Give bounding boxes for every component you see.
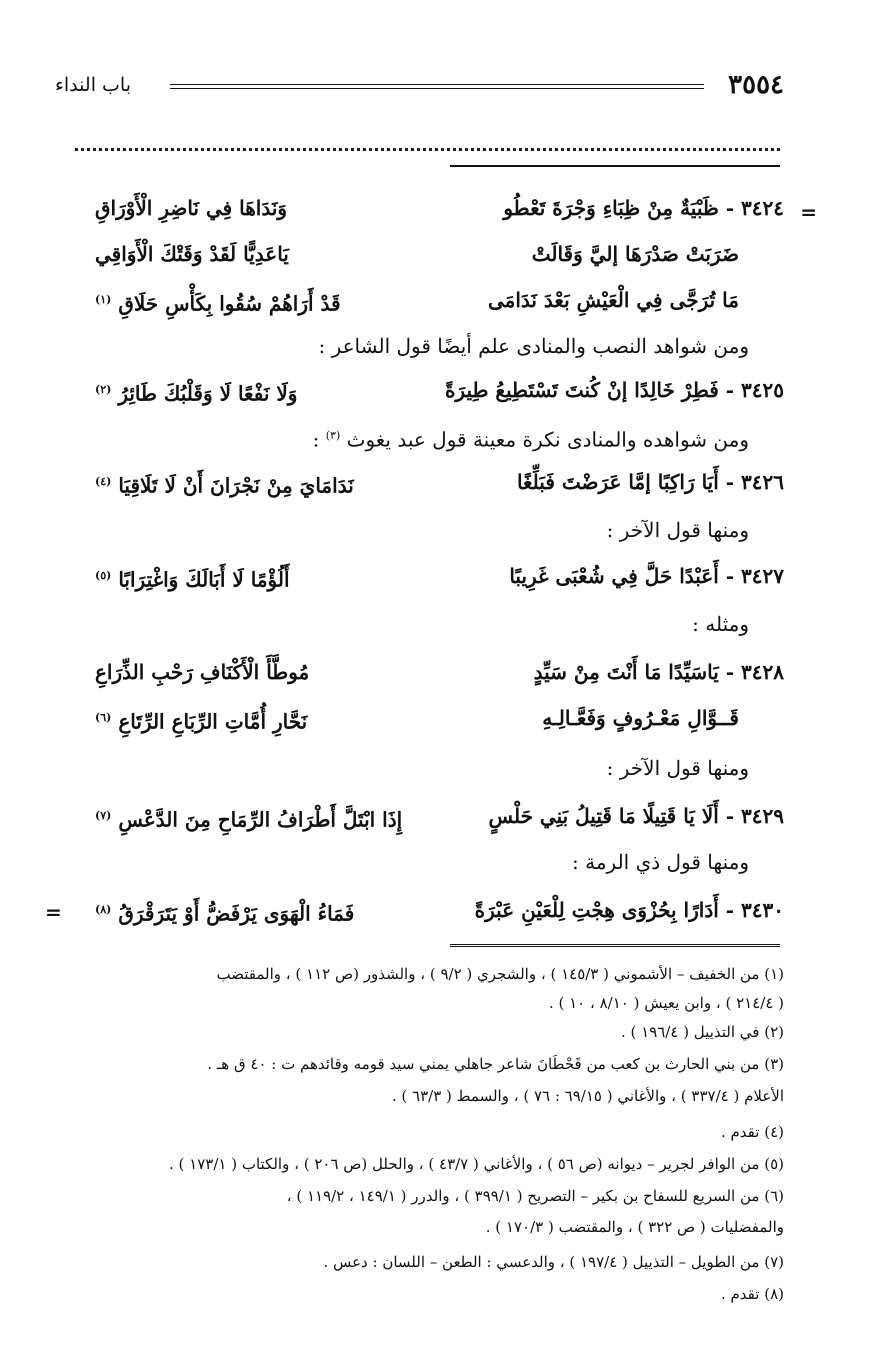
dotted-separator bbox=[75, 148, 780, 151]
footnote-line: (٥) من الوافر لجرير – ديوانه (ص ٥٦ ) ، والأغاني ( ٤٣/٧ ) ، والحلل (ص ٢٠٦ ) ، والكتاب ( ١٧٣/١ ) . bbox=[169, 1155, 784, 1173]
footnote-line: ( ٢١٤/٤ ) ، وابن يعيش ( ٨/١٠ ، ١٠ ) . bbox=[548, 994, 784, 1012]
verse-hemistich-first: ٣٤٢٧ - أَعَبْدًا حَلَّ فِي شُعْبَى غَرِيبًا bbox=[509, 564, 784, 588]
verse-hemistich-second: نَدَامَايَ مِنْ نَجْرَانَ أَنْ لَا تَلَاقِيَا $^{(٤)}$ bbox=[95, 473, 354, 498]
verse-hemistich-first: ٣٤٢٦ - أَيَا رَاكِبًا إمَّا عَرَضْتَ فَبَلِّغًا bbox=[516, 470, 784, 494]
verse-hemistich-second: فَمَاءُ الْهَوَى يَرْفَضُّ أَوْ يَتَرَقْرَقُ $^{(٨)}$ bbox=[95, 901, 355, 926]
chapter-title: باب النداء bbox=[55, 74, 131, 96]
prose-line: ومثله : bbox=[692, 612, 749, 636]
prose-line: ومنها قول الآخر : bbox=[606, 756, 749, 780]
footnote-ref: (٣) bbox=[325, 429, 341, 442]
footnote-line: والمفضليات ( ص ٣٢٢ ) ، والمقتضب ( ١٧٠/٣ ) . bbox=[485, 1218, 784, 1236]
footnote-ref: (٦) bbox=[95, 711, 112, 724]
verse-hemistich-second: وَنَدَاهَا فِي نَاضِرِ الْأَوْرَاقِ bbox=[95, 196, 288, 220]
verse-line bbox=[0, 696, 879, 740]
footnote-rule bbox=[450, 944, 780, 949]
continuation-mark: = bbox=[800, 200, 817, 224]
footnote-line: (١) من الخفيف – الأشموني ( ١٤٥/٣ ) ، والشجري ( ٩/٢ ) ، والشذور (ص ١١٢ ) ، والمقتضب bbox=[216, 965, 784, 983]
verse-hemistich-first: مَا تُرَجَّى فِي الْعَيْشِ بَعْدَ نَدَامَى bbox=[487, 288, 739, 312]
footnote-ref: (٨) bbox=[95, 903, 112, 916]
verse-hemistich-first: ٣٤٢٩ - أَلَا يَا قَتِيلًا مَا قَتِيلُ بَنِي حَلْسٍ bbox=[488, 804, 784, 828]
verse-line bbox=[0, 460, 879, 504]
verse-line bbox=[0, 186, 879, 230]
footnote-ref: (٤) bbox=[95, 475, 112, 488]
verse-hemistich-second: وَلَا نَفْعًا لَا وَقَلْبُكَ طَائِرُ $^{(٢)}$ bbox=[95, 381, 298, 406]
footnote-line: الأعلام ( ٣٣٧/٤ ) ، والأغاني ( ٦٩/١٥ : ٧٦ ) ، والسمط ( ٦٣/٣ ) . bbox=[391, 1087, 784, 1105]
verse-hemistich-first: قَــوَّالِ مَعْـرُوفٍ وَفَعَّـالِـهِ bbox=[542, 706, 739, 730]
page-header bbox=[55, 68, 784, 102]
prose-line: ومنها قول ذي الرمة : bbox=[572, 850, 749, 874]
verse-line bbox=[0, 278, 879, 322]
footnote-line: (٢) في التذييل ( ١٩٦/٤ ) . bbox=[620, 1023, 784, 1041]
verse-line bbox=[0, 368, 879, 412]
verse-line bbox=[0, 554, 879, 598]
verse-hemistich-first: ٣٤٣٠ - أَدَارًا بِحُزْوَى هِجْتِ لِلْعَيْنِ عَبْرَةً bbox=[474, 898, 784, 922]
verse-hemistich-first: ٣٤٢٤ - ظَبْيَةٌ مِنْ ظِبَاءِ وَجْرَةَ تَعْطُو bbox=[503, 196, 784, 220]
footnote-line: (٧) من الطويل – التذييل ( ١٩٧/٤ ) ، والدعسي : الطعن – اللسان : دعس . bbox=[323, 1253, 784, 1271]
header-rule bbox=[170, 84, 704, 89]
verse-line bbox=[0, 888, 879, 932]
footnote-ref: (١) bbox=[95, 293, 112, 306]
verse-hemistich-first: ٣٤٢٨ - يَاسَيِّدًا مَا أَنْتَ مِنْ سَيِّدٍ bbox=[533, 660, 784, 684]
verse-hemistich-second: نَحَّارِ أُمَّاتِ الرِّبَاعِ الرِّتَاعِ $^{(٦)}$ bbox=[95, 709, 308, 734]
footnote-ref: (٢) bbox=[95, 383, 112, 396]
prose-line: ومنها قول الآخر : bbox=[606, 518, 749, 542]
section-rule bbox=[450, 165, 780, 167]
verse-hemistich-second: أَلُؤْمًا لَا أَبَالَكَ وَاغْتِرَابًا $^{(٥)}$ bbox=[95, 567, 290, 592]
verse-hemistich-first: ٣٤٢٥ - فَطِرْ خَالِدًا إنْ كُنتَ تَسْتَطِيعُ طِيرَةً bbox=[444, 378, 784, 402]
footnote-ref: (٥) bbox=[95, 569, 112, 582]
verse-hemistich-second: قَدْ أَرَاهُمْ سُقُوا بِكَأْسِ حَلَاقِ $^{(١)}$ bbox=[95, 291, 341, 316]
verse-hemistich-first: ضَرَبَتْ صَدْرَهَا إليَّ وَقَالَتْ bbox=[531, 242, 739, 266]
footnote-line: (٦) من السريع للسفاح بن بكير – التصريح ( ٣٩٩/١ ) ، والدرر ( ١٤٩/١ ، ١١٩/٢ ) ، bbox=[286, 1187, 784, 1205]
footnote-line: (٣) من بني الحارث بن كعب من قَحْطَانَ شاعر جاهلي يمني سيد قومه وقائدهم ت : ٤٠ ق هـ . bbox=[207, 1055, 784, 1073]
footnote-line: (٤) تقدم . bbox=[720, 1123, 784, 1141]
end-continuation-mark: = bbox=[45, 900, 62, 924]
footnote-line: (٨) تقدم . bbox=[720, 1285, 784, 1303]
page-number: ٣٥٥٤ bbox=[728, 70, 784, 100]
verse-hemistich-second: إِذَا ابْتَلَّ أَطْرَافُ الرِّمَاحِ مِنَ الدَّعْسِ $^{(٧)}$ bbox=[95, 807, 403, 832]
verse-line bbox=[0, 650, 879, 694]
verse-line bbox=[0, 232, 879, 276]
prose-line: ومن شواهده والمنادى نكرة معينة قول عبد يغوث $^{(٣)}$ : bbox=[312, 427, 749, 452]
verse-hemistich-second: مُوطَّأَ الْأَكْنَافِ رَحْبِ الذِّرَاعِ bbox=[95, 660, 310, 684]
verse-line bbox=[0, 794, 879, 838]
verse-hemistich-second: يَاعَدِيًّا لَقَدْ وَقَتْكَ الْأَوَاقِي bbox=[95, 242, 289, 266]
prose-line: ومن شواهد النصب والمنادى علم أيضًا قول الشاعر : bbox=[318, 334, 749, 358]
footnote-ref: (٧) bbox=[95, 809, 112, 822]
